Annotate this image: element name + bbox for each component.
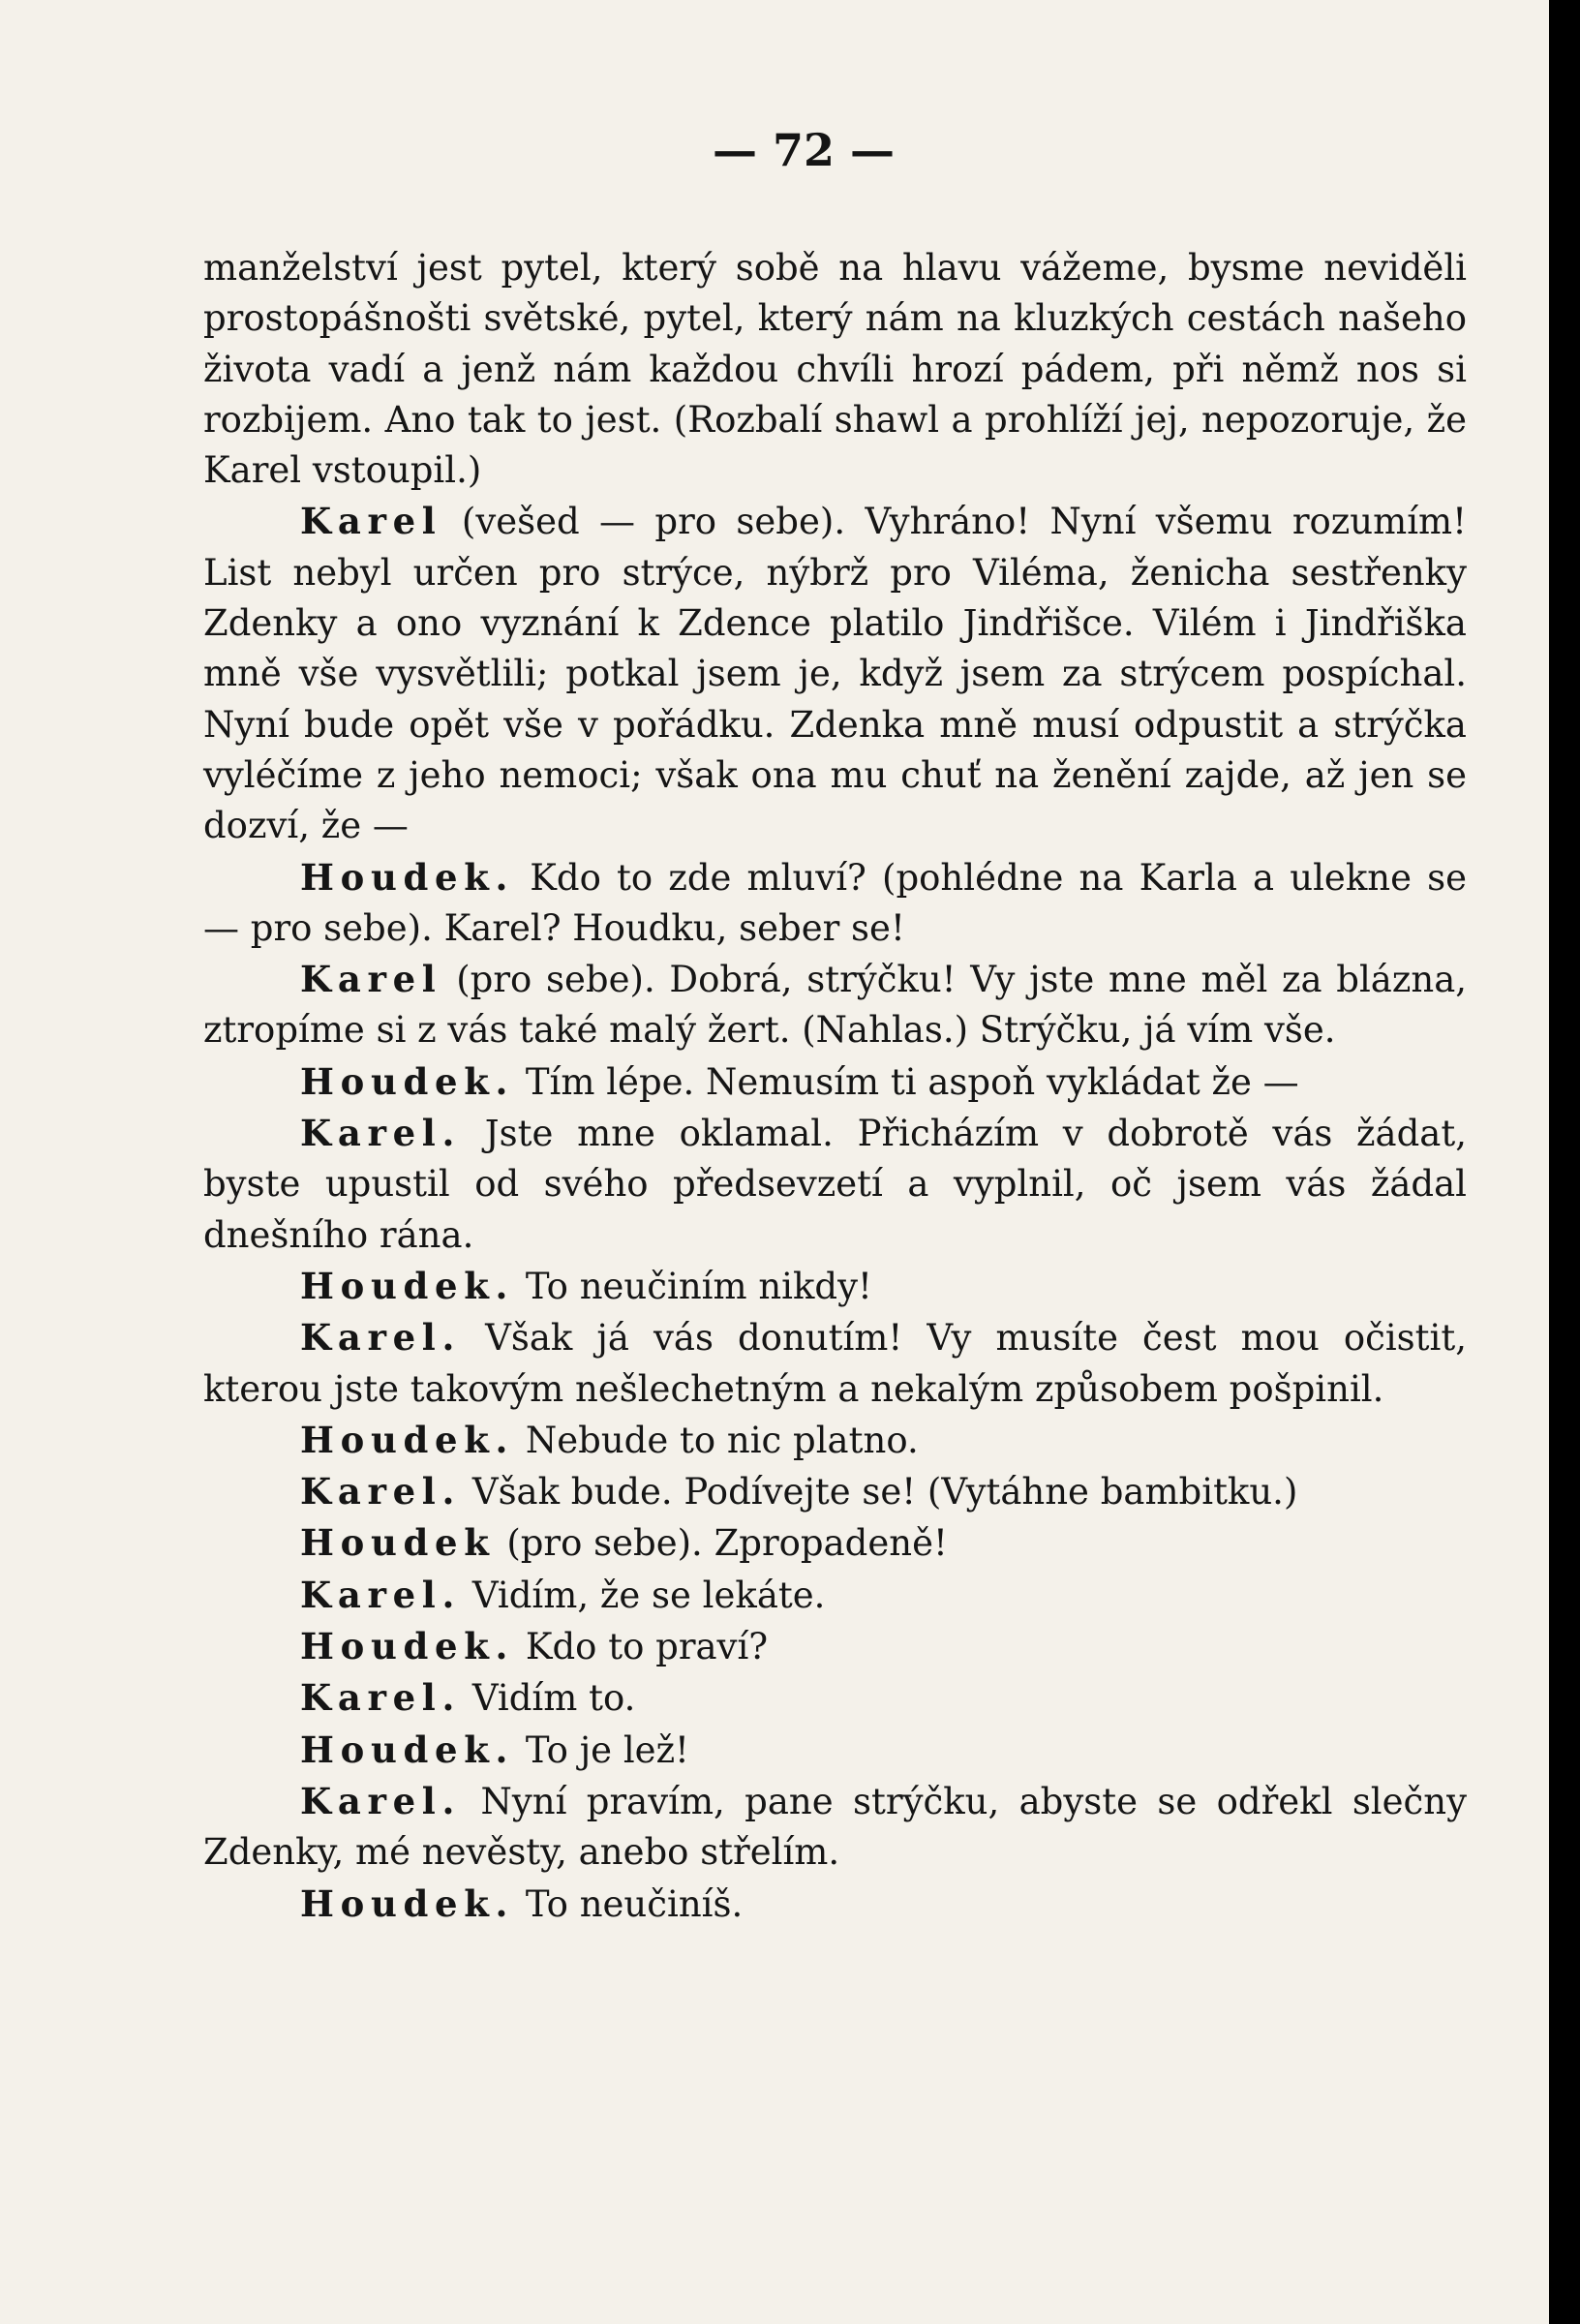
dialogue-paragraph	[203, 1312, 1467, 1415]
speaker-name: Houdek.	[300, 1264, 515, 1307]
page-text	[203, 242, 1467, 1930]
dialogue-text: Tím lépe. Nemusím ti aspoň vykládat že —	[525, 1060, 1299, 1103]
speaker-name: Houdek	[300, 1521, 496, 1565]
dialogue-paragraph	[203, 1621, 1467, 1672]
speaker-name: Houdek.	[300, 1881, 515, 1925]
dialogue-paragraph	[203, 1672, 1467, 1724]
dialogue-paragraph	[203, 496, 1467, 851]
dialogue-paragraph	[203, 1725, 1467, 1776]
dialogue-paragraph	[203, 1415, 1467, 1466]
speaker-name: Houdek.	[300, 855, 515, 899]
speaker-name: Karel.	[300, 1112, 462, 1155]
speaker-name: Houdek.	[300, 1625, 515, 1668]
speaker-name: Karel.	[300, 1470, 462, 1514]
dialogue-paragraph	[203, 1261, 1467, 1312]
dialogue-paragraph	[203, 1879, 1467, 1930]
dialogue-text: Kdo to praví?	[525, 1626, 769, 1668]
speaker-name: Houdek.	[300, 1728, 515, 1771]
scan-edge	[1549, 0, 1580, 2324]
dialogue-text: Vidím, že se lekáte.	[471, 1574, 826, 1616]
dialogue-text: (vešed — pro sebe). Vyhráno! Nyní všemu rozumím! List nebyl určen pro strýce, nýbrž pro Viléma, ženicha sestřenky Zdenky a ono vyznání k Zdence platilo Jindřišce. Vilém i Jindřiška mně vše vysvětlili; potkal jsem je, když jsem za strýcem pospíchal. Nyní bude opět vše v pořádku. Zdenka mně musí odpustit a strýčka vyléčíme z jeho nemoci; však ona mu chuť na ženění zajde, až jen se dozví, že —	[203, 501, 1467, 847]
page-number: — 72 —	[712, 124, 896, 176]
dialogue-text: Nebude to nic platno.	[525, 1419, 919, 1461]
dialogue-text: Však já vás donutím! Vy musíte čest mou očistit, kterou jste takovým nešlechetným a nekalým způsobem pošpinil.	[203, 1317, 1467, 1410]
dialogue-text: (pro sebe). Zpropadeně!	[506, 1522, 948, 1565]
dialogue-paragraph	[203, 1776, 1467, 1879]
dialogue-text: To neučiníš.	[525, 1882, 744, 1925]
speaker-name: Karel	[300, 500, 442, 543]
speaker-name: Karel	[300, 958, 442, 1001]
dialogue-text: To neučiním nikdy!	[525, 1265, 872, 1307]
speaker-name: Karel.	[300, 1676, 462, 1720]
speaker-name: Karel.	[300, 1573, 462, 1616]
dialogue-paragraph	[203, 1517, 1467, 1569]
dialogue-paragraph	[203, 954, 1467, 1056]
dialogue-text: Však bude. Podívejte se! (Vytáhne bambitku.)	[471, 1471, 1298, 1514]
text-paragraph	[203, 242, 1467, 496]
dialogue-text: To je lež!	[525, 1728, 689, 1771]
speaker-name: Karel.	[300, 1316, 462, 1360]
dialogue-text: Kdo to zde mluví? (pohlédne na Karla a ulekne se — pro sebe). Karel? Houdku, seber se!	[203, 856, 1468, 949]
dialogue-paragraph	[203, 1108, 1467, 1261]
paragraph-text: manželství jest pytel, který sobě na hlavu vážeme, bysme neviděli prostopášnošti světské, pytel, který nám na kluzkých cestách našeho života vadí a jenž nám každou chvíli hrozí pádem, při němž nos si rozbijem. Ano tak to jest. (Rozbalí shawl a prohlíží jej, nepozoruje, že Karel vstoupil.)	[203, 247, 1467, 492]
dialogue-paragraph	[203, 1570, 1467, 1621]
dialogue-paragraph	[203, 852, 1467, 955]
dialogue-text: Nyní pravím, pane strýčku, abyste se odřekl slečny Zdenky, mé nevěsty, anebo střelím.	[203, 1780, 1467, 1874]
speaker-name: Houdek.	[300, 1059, 515, 1103]
dialogue-text: (pro sebe). Dobrá, strýčku! Vy jste mne měl za blázna, ztropíme si z vás také malý žert. (Nahlas.) Strýčku, já vím vše.	[203, 959, 1468, 1052]
dialogue-paragraph	[203, 1466, 1467, 1517]
dialogue-text: Vidím to.	[471, 1677, 636, 1720]
speaker-name: Houdek.	[300, 1418, 515, 1461]
speaker-name: Karel.	[300, 1779, 462, 1822]
dialogue-paragraph	[203, 1056, 1467, 1108]
dialogue-text: Jste mne oklamal. Přicházím v dobrotě vás žádat, byste upustil od svého předsevzetí a vyplnil, oč jsem vás žádal dnešního rána.	[203, 1113, 1467, 1256]
